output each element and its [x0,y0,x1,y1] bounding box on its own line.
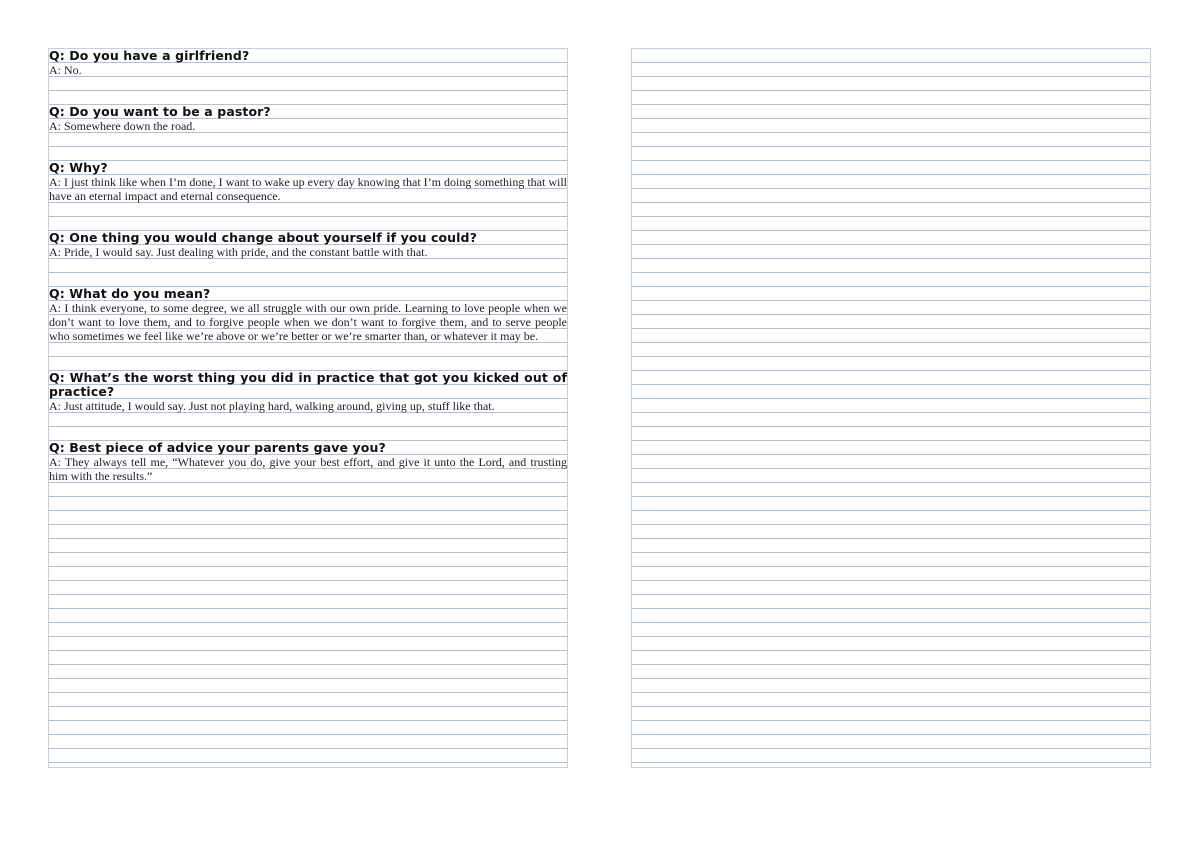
qa-item [49,371,567,413]
right-lined-page [631,48,1151,768]
qa-item [49,231,567,259]
answer-text: A: No. [49,63,82,77]
qa-item [49,287,567,343]
question-text: Q: What’s the worst thing you did in practice that got you kicked out of practice? [49,370,567,399]
qa-item [49,161,567,203]
answer-text: A: Pride, I would say. Just dealing with pride, and the constant battle with that. [49,245,428,259]
question-text: Q: Best piece of advice your parents gave you? [49,440,386,455]
question-text: Q: Do you have a girlfriend? [49,48,250,63]
qa-list [49,49,567,511]
answer-text: A: Somewhere down the road. [49,119,196,133]
qa-item [49,441,567,483]
answer-text: A: I think everyone, to some degree, we all struggle with our own pride. Learning to love people when we don’t want to love them, and to forgive people when we don’t want to forgive them, and to serve people who sometimes we feel like we’re above or we’re better or we’re smarter than, or whatever it may be. [49,301,567,343]
answer-text: A: They always tell me, “Whatever you do, give your best effort, and give it unto the Lord, and trusting him with the results.” [49,455,567,483]
qa-item [49,49,567,77]
answer-text: A: Just attitude, I would say. Just not playing hard, walking around, giving up, stuff like that. [49,399,495,413]
question-text: Q: Why? [49,160,108,175]
qa-item [49,105,567,133]
question-text: Q: One thing you would change about yourself if you could? [49,230,477,245]
answer-text: A: I just think like when I’m done, I want to wake up every day knowing that I’m doing something that will have an eternal impact and eternal consequence. [49,175,567,203]
question-text: Q: Do you want to be a pastor? [49,104,271,119]
question-text: Q: What do you mean? [49,286,211,301]
left-lined-page [48,48,568,768]
